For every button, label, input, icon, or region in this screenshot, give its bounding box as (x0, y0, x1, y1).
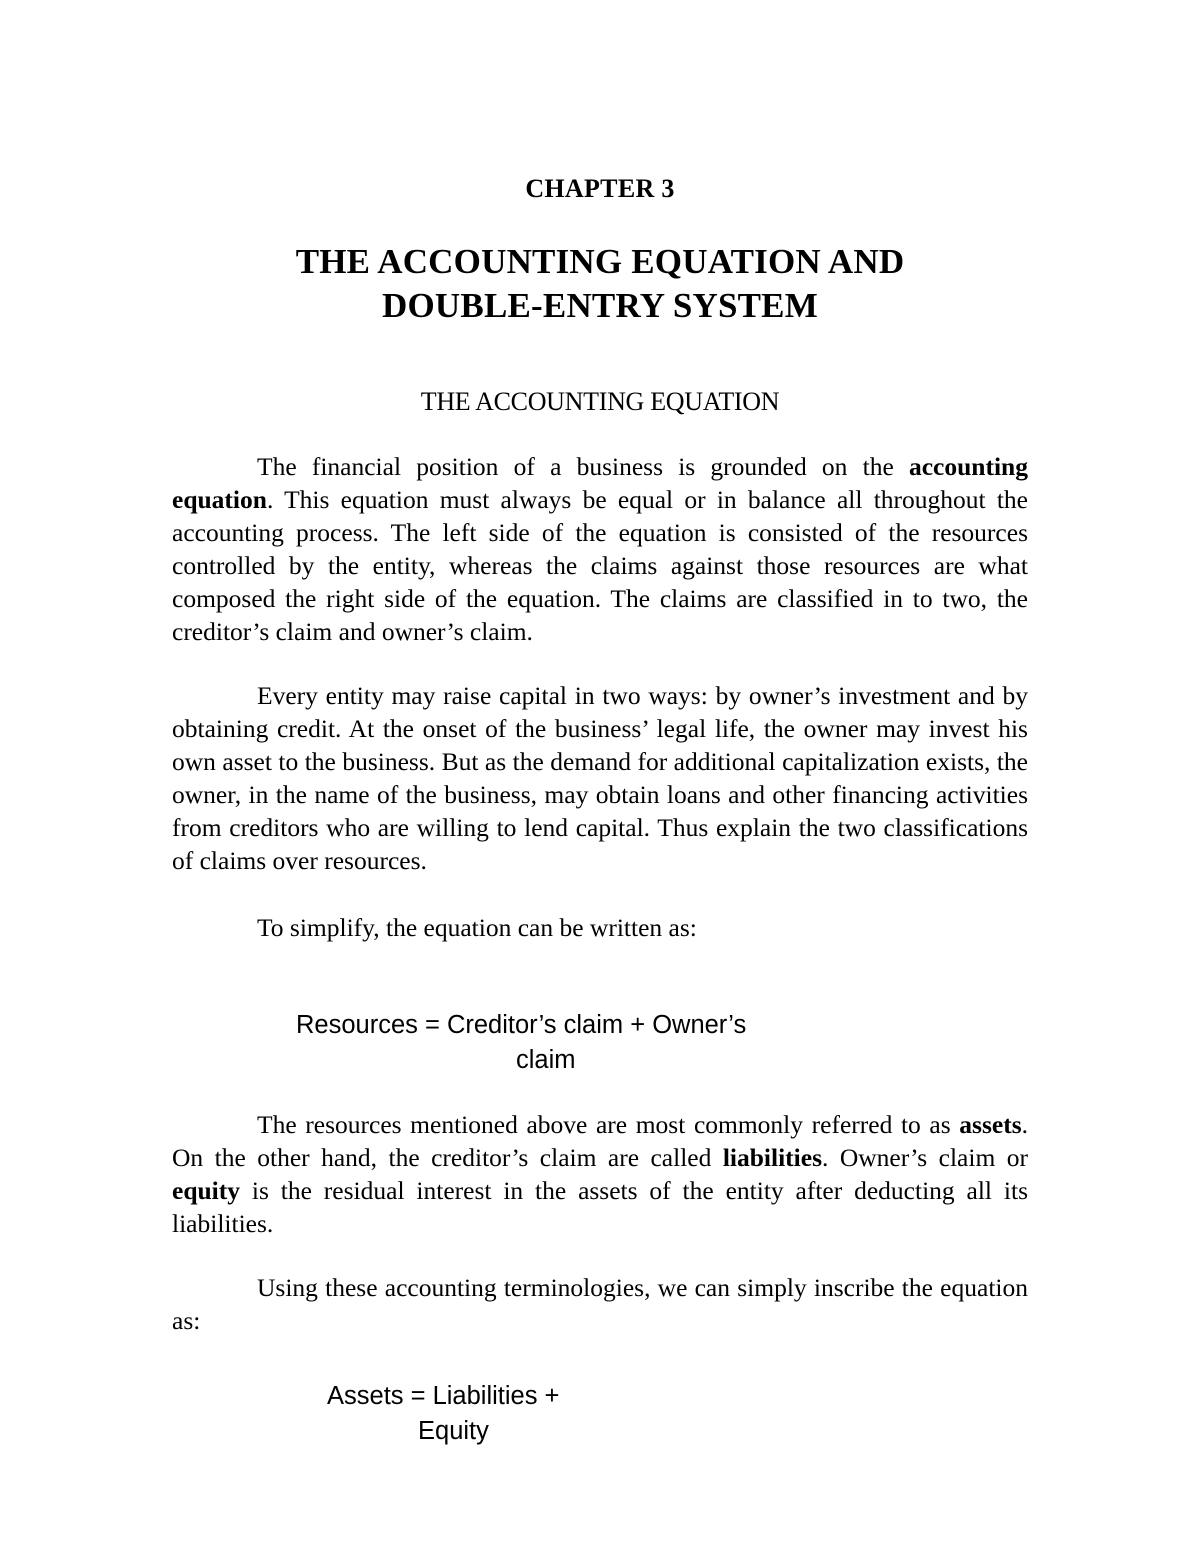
term-equity: equity (172, 1176, 241, 1205)
term-accounting-equation: accounting equation (172, 452, 1028, 514)
equation-line-2: Equity (418, 1417, 489, 1445)
paragraph-inscribe: Using these accounting terminologies, we can simply inscribe the equation as: (172, 1273, 1028, 1335)
paragraph-simplify: To simplify, the equation can be written as: (257, 913, 697, 942)
term-liabilities: liabilities (722, 1143, 823, 1172)
equation-line-1: Resources = Creditor’s claim + Owner’s (296, 1011, 747, 1039)
paragraph-raising-capital: Every entity may raise capital in two ways: by owner’s investment and by obtaining credit. At the onset of the business’ legal life, the owner may invest his own asset to the business. But as the demand for additional capitalization exists, the owner, in the name of the business, may obtain loans and other financing activities from creditors who are willing to lend capital. Thus explain the two classifications of claims over resources. (172, 681, 1028, 875)
paragraph-terminology (172, 1108, 1028, 1240)
paragraph-accounting-equation-intro (172, 450, 1028, 648)
equation-line-2: claim (516, 1046, 576, 1074)
chapter-title-line-1: THE ACCOUNTING EQUATION AND (295, 242, 905, 281)
section-heading: THE ACCOUNTING EQUATION (420, 387, 780, 416)
equation-assets-liabilities-equity (327, 1379, 627, 1449)
term-assets: assets (959, 1110, 1022, 1139)
chapter-label: CHAPTER 3 (525, 174, 675, 203)
paragraph-text: . On the other hand, the creditor’s claim are called (172, 1110, 1028, 1172)
paragraph-text: The financial position of a business is grounded on the (257, 452, 909, 481)
paragraph-text: . Owner’s claim or (822, 1143, 1028, 1172)
equation-line-1: Assets = Liabilities + (327, 1382, 560, 1410)
paragraph-text: . This equation must always be equal or in balance all throughout the accounting process. The left side of the equation is consisted of the resources controlled by the entity, whereas the claims against those resources are what composed the right side of the equation. The claims are classified in to two, the creditor’s claim and owner’s claim. (172, 485, 1028, 646)
equation-resources-claims (296, 1008, 816, 1078)
paragraph-text: is the residual interest in the assets of the entity after deducting all its liabilities. (172, 1176, 1028, 1238)
chapter-title-line-2: DOUBLE-ENTRY SYSTEM (382, 286, 818, 325)
chapter-title (0, 240, 1200, 328)
paragraph-text: The resources mentioned above are most commonly referred to as (257, 1110, 960, 1139)
